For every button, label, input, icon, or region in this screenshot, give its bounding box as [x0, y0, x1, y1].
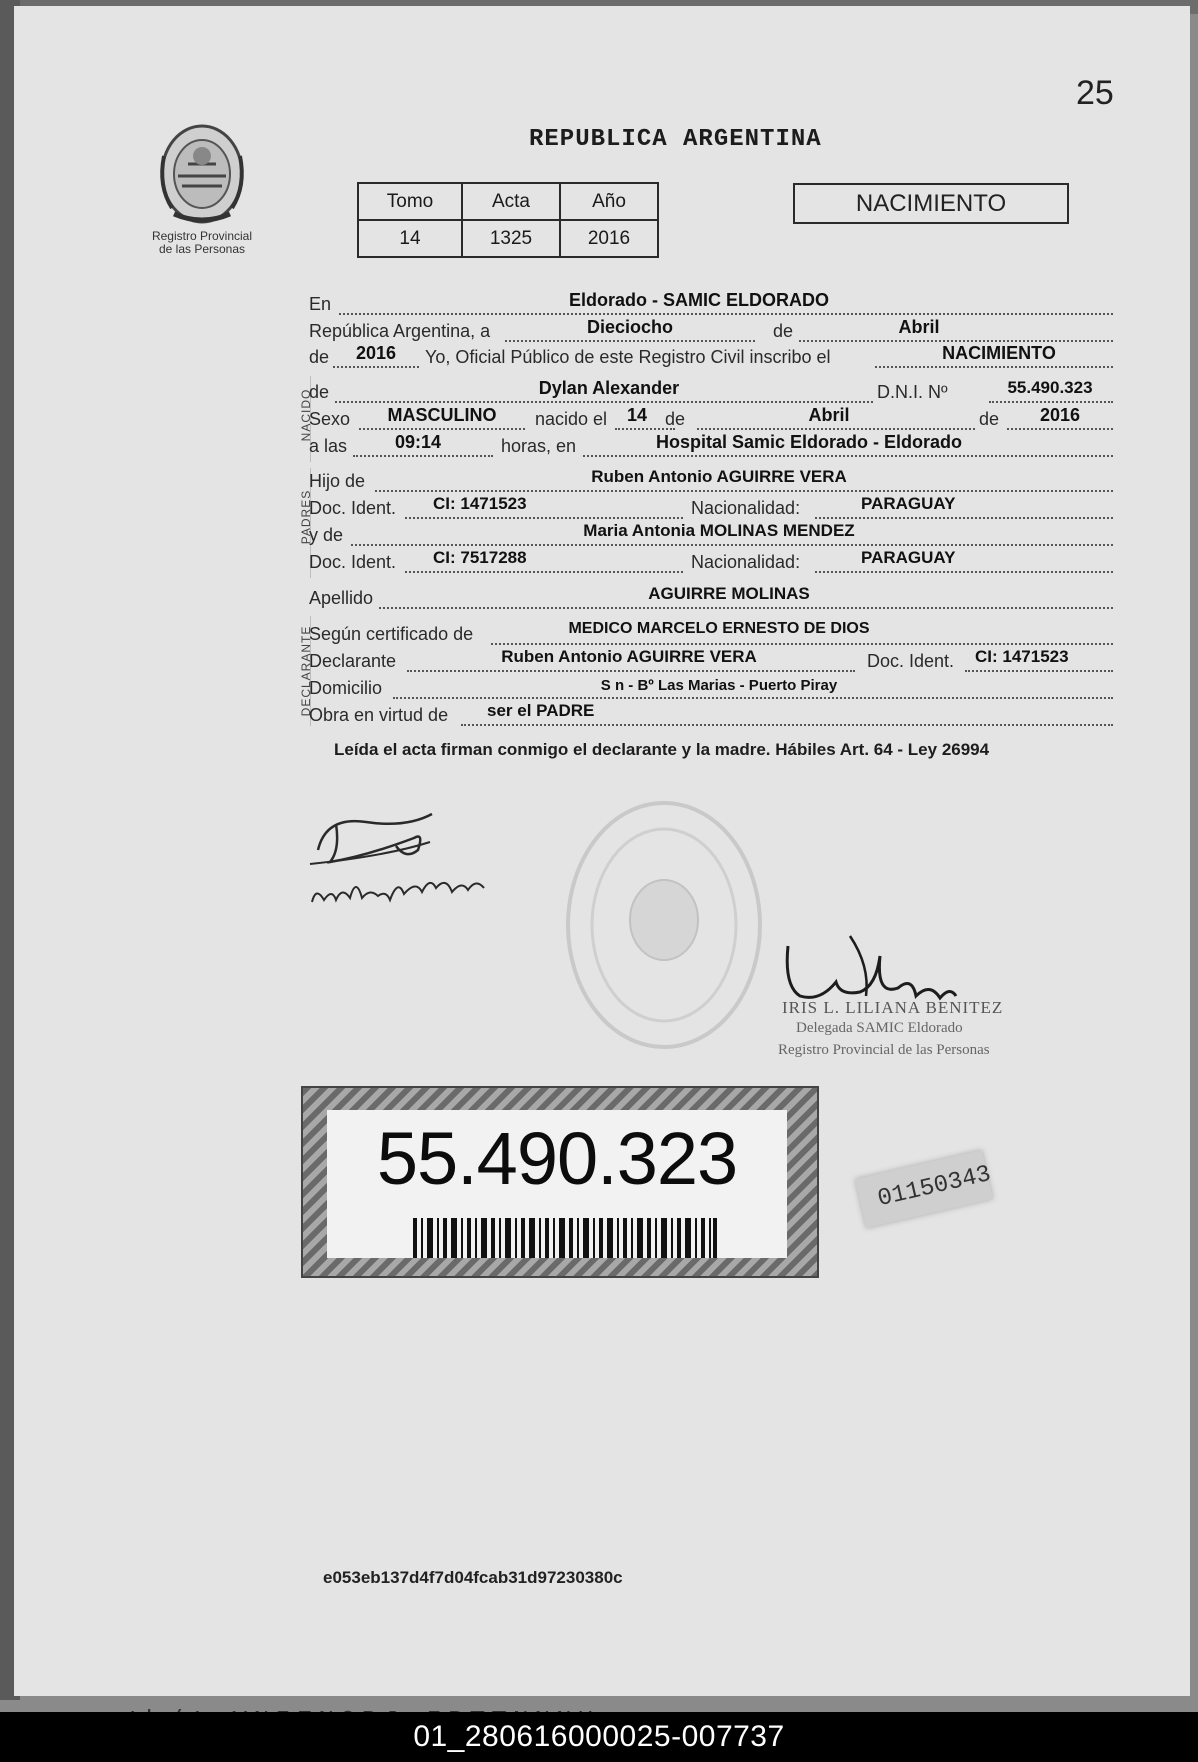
date-label: República Argentina, a: [309, 321, 491, 341]
mother-nationality: PARAGUAY: [861, 548, 956, 567]
registry-value-row: [358, 220, 658, 257]
scan-footer: [0, 1712, 1198, 1762]
place-value: Eldorado - SAMIC ELDORADO: [569, 290, 829, 310]
dotted-line: [697, 428, 975, 430]
born-label: nacido el: [535, 409, 608, 429]
value-tomo: 14: [358, 220, 462, 257]
dotted-line: [335, 401, 873, 403]
declarant-label: Declarante: [309, 651, 397, 671]
dotted-line: [359, 428, 525, 430]
mother-signature-icon: [306, 806, 506, 916]
crest-caption-line2: de las Personas: [158, 242, 246, 256]
dotted-line: [815, 517, 1113, 519]
father-nat-label: Nacionalidad:: [691, 498, 801, 518]
declarant-name: Ruben Antonio AGUIRRE VERA: [501, 647, 757, 666]
serial-tag-number: 01150343: [875, 1160, 994, 1214]
child-time-row: [309, 432, 1113, 462]
document-title: REPUBLICA ARGENTINA: [529, 126, 822, 153]
page-number: 25: [1076, 74, 1114, 112]
stamp-official-org: Registro Provincial de las Personas: [778, 1042, 990, 1058]
mother-nat-label: Nacionalidad:: [691, 552, 801, 572]
dotted-line: [333, 366, 419, 368]
born-year: 2016: [1039, 405, 1081, 425]
declarant-doc-label: Doc. Ident.: [867, 651, 955, 671]
father-doc: CI: 1471523: [433, 494, 527, 513]
declarant-doc: CI: 1471523: [975, 647, 1069, 666]
section-padres: PADRES: [299, 489, 313, 545]
born-de2: de: [979, 409, 1000, 429]
act-type-box: NACIMIENTO: [793, 183, 1069, 224]
header-acta: Acta: [462, 183, 560, 220]
dotted-line: [407, 670, 855, 672]
certificate-value: MEDICO MARCELO ERNESTO DE DIOS: [568, 620, 870, 637]
dotted-line: [965, 670, 1113, 672]
mother-doc-row: [309, 548, 1113, 578]
born-month: Abril: [808, 405, 850, 425]
provincial-crest-icon: [154, 116, 250, 226]
mother-name: Maria Antonia MOLINAS MENDEZ: [583, 521, 855, 540]
hours-label: horas, en: [501, 436, 577, 456]
place-label: En: [309, 294, 332, 314]
domicile-row: [309, 678, 1113, 704]
dotted-line: [375, 490, 1113, 492]
father-name: Ruben Antonio AGUIRRE VERA: [591, 467, 847, 486]
mother-label: y de: [309, 525, 344, 545]
stamp-official-role: Delegada SAMIC Eldorado: [796, 1020, 963, 1036]
surname-value: AGUIRRE MOLINAS: [648, 584, 810, 603]
birth-time: 09:14: [394, 432, 442, 452]
dotted-line: [491, 643, 1113, 645]
sex-label: Sexo: [309, 409, 351, 429]
capacity-value: ser el PADRE: [487, 701, 595, 720]
value-acta: 1325: [462, 220, 560, 257]
header-tomo: Tomo: [358, 183, 462, 220]
closing-note: Leída el acta firman conmigo el declarante y la madre. Hábiles Art. 64 - Ley 26994: [334, 740, 990, 759]
crest-caption: [134, 230, 270, 256]
domicile-label: Domicilio: [309, 678, 383, 698]
scan-footer-id: 01_280616000025-007737: [413, 1720, 785, 1753]
embossed-seal-icon: [562, 796, 766, 1054]
dotted-line: [351, 544, 1113, 546]
dotted-line: [393, 697, 1113, 699]
value-ano: 2016: [560, 220, 658, 257]
section-nacido: NACIDO: [299, 388, 313, 442]
dotted-line: [505, 340, 755, 342]
stamp-official-name: IRIS L. LILIANA BENITEZ: [782, 998, 1004, 1017]
date-statement: Yo, Oficial Público de este Registro Civil inscribo el: [425, 347, 831, 367]
dotted-line: [405, 517, 683, 519]
date-month: Abril: [898, 317, 940, 337]
mother-row: [309, 521, 1113, 551]
dotted-line: [799, 340, 1113, 342]
surname-label: Apellido: [309, 588, 374, 608]
dotted-line: [461, 724, 1113, 726]
section-declarante: DECLARANTE: [299, 625, 313, 717]
child-sex: MASCULINO: [387, 405, 497, 425]
dotted-line: [379, 607, 1113, 609]
dotted-line: [583, 455, 1113, 457]
document-hash: e053eb137d4f7d04fcab31d97230380c: [323, 1568, 623, 1587]
born-de1: de: [665, 409, 686, 429]
child-de-label: de: [309, 382, 330, 402]
mother-doc-label: Doc. Ident.: [309, 552, 397, 572]
dotted-line: [815, 571, 1113, 573]
father-doc-label: Doc. Ident.: [309, 498, 397, 518]
child-name: Dylan Alexander: [538, 378, 680, 398]
date-day: Dieciocho: [586, 317, 674, 337]
date-de2: de: [309, 347, 330, 367]
date-de1: de: [773, 321, 794, 341]
registry-table: [357, 182, 659, 258]
birth-place: Hospital Samic Eldorado - Eldorado: [655, 432, 963, 452]
year-row: [309, 343, 1113, 373]
declarant-row: [309, 647, 1113, 677]
capacity-label: Obra en virtud de: [309, 705, 449, 725]
certificate-label: Según certificado de: [309, 624, 474, 644]
date-year: 2016: [355, 343, 397, 363]
dotted-line: [875, 366, 1113, 368]
dotted-line: [353, 455, 493, 457]
dni-label: D.N.I. Nº: [877, 382, 948, 402]
crest-caption-line1: Registro Provincial: [151, 229, 253, 243]
capacity-row: [309, 701, 1113, 731]
mother-doc: CI: 7517288: [433, 548, 527, 567]
date-act: NACIMIENTO: [942, 343, 1056, 363]
barcode-icon: [413, 1218, 717, 1258]
surname-row: [309, 584, 1113, 614]
father-row: [309, 467, 1113, 497]
domicile-value: S n - Bº Las Marias - Puerto Piray: [600, 677, 838, 694]
father-label: Hijo de: [309, 471, 366, 491]
dotted-line: [1007, 428, 1113, 430]
dotted-line: [339, 313, 1113, 315]
dni-sticker-number: 55.490.323: [376, 1117, 738, 1200]
dni-sticker: [301, 1086, 819, 1278]
child-dni: 55.490.323: [1007, 378, 1093, 397]
father-nationality: PARAGUAY: [861, 494, 956, 513]
dotted-line: [405, 571, 683, 573]
time-label: a las: [309, 436, 348, 456]
dotted-line: [989, 401, 1113, 403]
born-day: 14: [626, 405, 648, 425]
header-ano: Año: [560, 183, 658, 220]
certificate-page: [14, 6, 1190, 1696]
serial-tag: [855, 1150, 993, 1228]
registry-header-row: [358, 183, 658, 220]
dni-sticker-face: [327, 1110, 787, 1258]
